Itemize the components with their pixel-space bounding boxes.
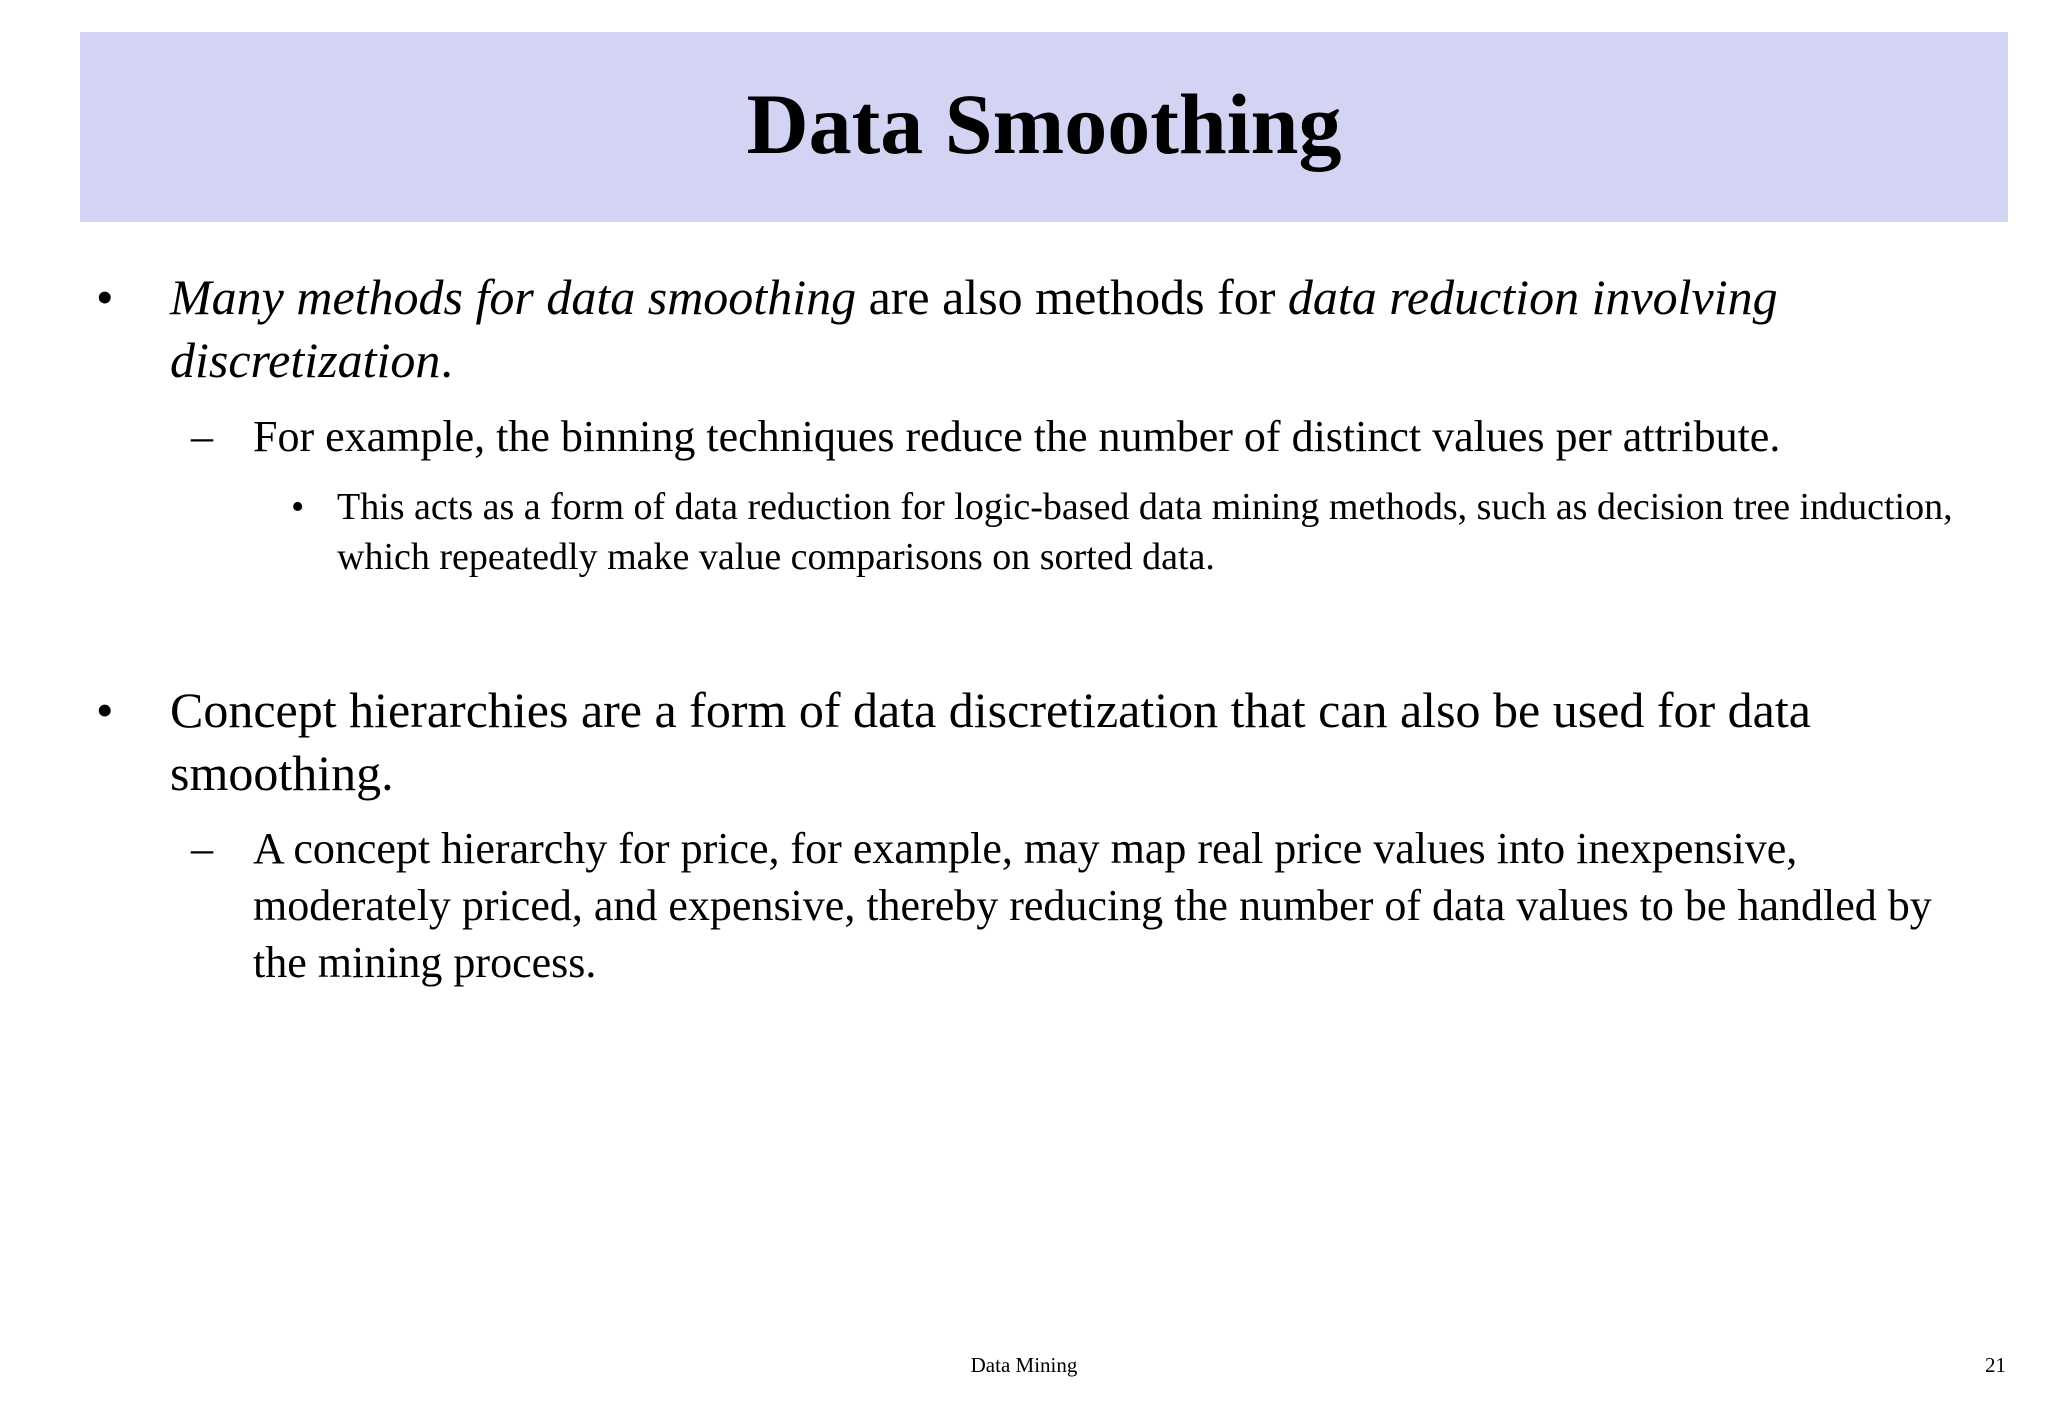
bullet-marker: • [96,682,114,738]
dash-marker: – [191,412,213,461]
bullet-marker: • [291,486,305,528]
bullet-1-sub-text: For example, the binning techniques reduce the number of distinct values per attribute. [253,412,1781,461]
page-number: 21 [1985,1353,2006,1377]
bullet-1-text: are also methods for [856,269,1288,325]
bullet-1-subsub [291,482,1977,582]
title-band [80,32,2008,222]
bullet-marker: • [96,269,114,325]
bullet-1-period: . [440,332,453,388]
slide-title: Data Smoothing [746,76,1342,172]
bullet-1-italic-a: Many methods for data smoothing [170,269,857,325]
bullet-2 [96,679,2010,805]
dash-marker: – [191,824,213,873]
bullet-1-sub [191,408,1993,465]
footer-title: Data Mining [970,1353,1078,1377]
bullet-1-italic-b: data reduction involving discretization [170,269,1778,388]
bullet-2-sub-text: A concept hierarchy for price, for example, may map real price values into inexpensive, moderately priced, and expensive, thereby reducing the number of data values to be handled by the mining process. [253,824,1932,987]
bullet-1 [96,266,2010,392]
bullet-2-sub [191,820,1993,991]
bullet-1-subsub-text: This acts as a form of data reduction for logic-based data mining methods, such as decision tree induction, which repeatedly make value comparisons on sorted data. [337,486,1953,578]
bullet-2-text: Concept hierarchies are a form of data discretization that can also be used for data smoothing. [170,682,1811,801]
